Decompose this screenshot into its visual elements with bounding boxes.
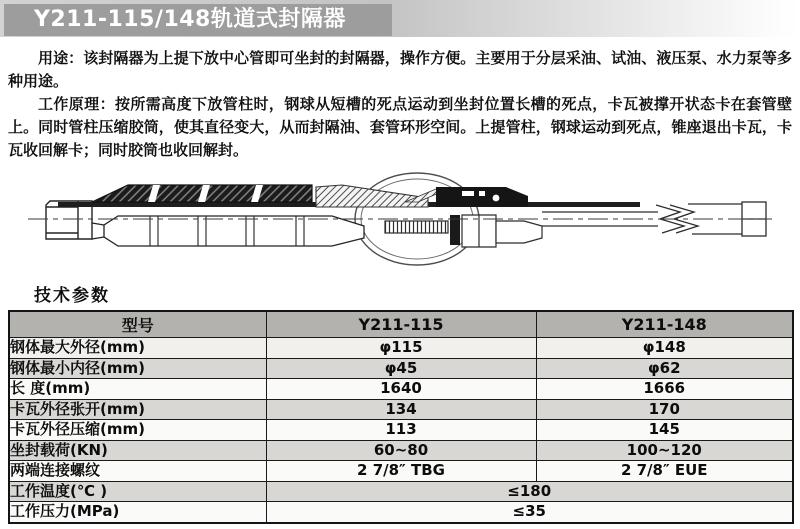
table-row [9,461,793,482]
steel-ball [493,195,500,202]
param-label: 卡瓦外径张开(mm) [9,399,266,420]
param-label: 两端连接螺纹 [9,461,266,482]
param-value: 1666 [536,379,793,400]
param-value-merged: ≤35 [266,502,793,523]
param-value: 145 [536,420,793,441]
param-value: φ148 [536,338,793,359]
intro-text [8,47,792,162]
packing-elements [92,185,312,202]
param-value: φ115 [266,338,536,359]
paragraph-usage [8,47,792,93]
thread-and-collar [385,215,542,247]
table-row [9,399,793,420]
principle-text: 按所需高度下放管柱时，钢球从短槽的死点运动到坐封位置长槽的死点，卡瓦被撑开状态卡在套管壁上。同时管柱压缩胶筒，使其直径变大，从而封隔油、套管环形空间。上提管柱，钢球运动到死点，锥座退出卡瓦，卡瓦收回解卡；同时胶筒也收回解封。 [8,95,792,159]
col-header-y211-115: Y211-115 [266,311,536,338]
param-label: 钢体最小内径(mm) [9,358,266,379]
table-row [9,358,793,379]
param-value: 60~80 [266,440,536,461]
table-row [9,481,793,502]
param-value: 170 [536,399,793,420]
table-row [9,379,793,400]
col-header-y211-148: Y211-148 [536,311,793,338]
paragraph-principle [8,93,792,162]
param-value: 2 7/8″ EUE [536,461,793,482]
param-value: φ62 [536,358,793,379]
table-row [9,502,793,523]
param-label: 工作温度(℃ ) [9,481,266,502]
param-value: 134 [266,399,536,420]
lower-body [92,216,364,246]
usage-label: 用途： [38,49,84,67]
parameters-table [8,310,794,524]
param-value-merged: ≤180 [266,481,793,502]
section-heading: 技术参数 [34,286,110,306]
cone-wedge [316,185,428,207]
principle-label: 工作原理： [38,95,115,113]
table-row [9,338,793,359]
param-value: 2 7/8″ TBG [266,461,536,482]
param-label: 钢体最大外径(mm) [9,338,266,359]
packer-cutaway-drawing [0,167,800,273]
param-value: 100~120 [536,440,793,461]
param-value: 113 [266,420,536,441]
packer-drawing-area [0,167,800,273]
table-header-row [9,311,793,338]
usage-text: 该封隔器为上提下放中心管即可坐封的封隔器，操作方便。主要用于分层采油、试油、液压泵、水力泵等多种用途。 [8,49,792,90]
param-value: 1640 [266,379,536,400]
title-bar [0,0,800,37]
table-row [9,440,793,461]
param-value: φ45 [266,358,536,379]
page-title: Y211-115/148轨道式封隔器 [4,4,392,36]
param-label: 卡瓦外径压缩(mm) [9,420,266,441]
param-label: 坐封载荷(KN) [9,440,266,461]
table-body [9,338,793,523]
col-header-model: 型号 [9,311,266,338]
param-label: 长 度(mm) [9,379,266,400]
param-label: 工作压力(MPa) [9,502,266,523]
table-row [9,420,793,441]
